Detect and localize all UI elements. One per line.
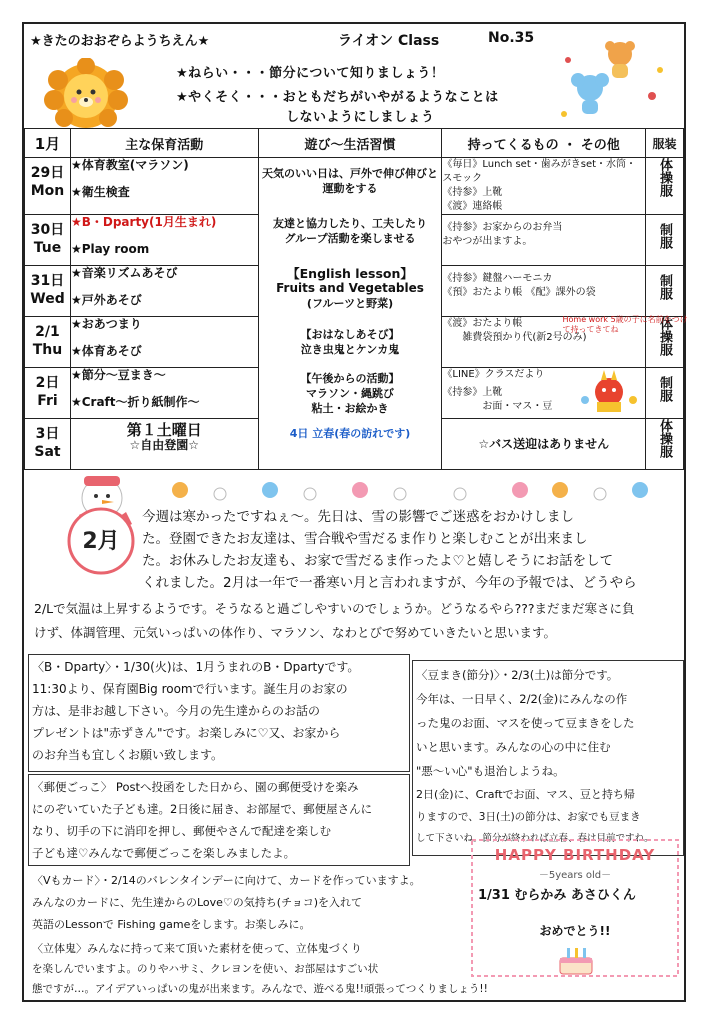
bring-cell [442, 419, 646, 470]
letter-line: くれました。2月は一年で一番寒い月と言われますが、今年の予報では、どうやら [142, 575, 637, 591]
letter-line: けず、体調管理、元気いっぱいの体作り、マラソン、なわとびで努めていきたいと思います。 [34, 625, 557, 640]
play-text: グループ活動を楽しませる [284, 232, 416, 245]
activity-cell [70, 158, 258, 215]
oni-demon-illustration [579, 370, 639, 414]
date: 29日 [30, 165, 65, 181]
bdparty-line: 11:30より、保育園Big roomで行います。誕生月のお家の [32, 682, 348, 696]
mamemaki-line: 今年は、一日早く、2/2(金)にみんなの作 [416, 692, 628, 706]
activity: ★Craft～折り紙制作～ [70, 395, 200, 409]
letter-line: 2/Lで気温は上昇するようです。そうなると過ごしやすいのでしょうか。どうなるやら???まだまだ寒さに負 [34, 601, 635, 616]
month-badge: 2月 [82, 529, 120, 554]
clothing: 体操服 [657, 317, 673, 356]
story-title: 【おはなしあそび】 [300, 328, 400, 341]
weekday: Fri [37, 393, 58, 409]
day-cell [25, 317, 71, 368]
activity: 第１土曜日 [126, 421, 202, 439]
birthday-card [470, 838, 680, 988]
clothing: 制服 [657, 274, 673, 300]
lion-illustration [44, 58, 128, 130]
bring-header: 持ってくるもの ・ その他 [442, 129, 646, 158]
day-cell [25, 266, 71, 317]
letter-line: た。お休みしたお友達も、お家で雪だるま作ったよ♡と嬉しそうにお話をして [142, 553, 614, 569]
activity: ☆自由登園☆ [129, 438, 200, 452]
mamemaki-line: った鬼のお面、マスを使って豆まきをした [416, 716, 635, 730]
risshun-note: 4日 立春(春の訪れです) [289, 427, 411, 440]
afternoon-title: 【午後からの活動】 [300, 372, 400, 385]
bdparty-line: 〈B・Dparty〉・1/30(火)は、1月うまれのB・Dpartyです。 [32, 660, 360, 674]
activity-cell [70, 419, 258, 470]
clothing-cell [646, 266, 684, 317]
bring-item: お面・マス・豆 [482, 401, 553, 412]
date: 31日 [30, 273, 65, 289]
bring-item: 雑費袋預かり代(新2号のみ) [462, 332, 587, 343]
mamemaki-line: 2日(金)に、Craftでお面、マス、豆と持ち帰 [416, 788, 635, 801]
letter-line: た。登園できたお友達は、雪合戦や雪だるま作りと楽しむことが出来まし [142, 531, 588, 547]
clothing-cell [646, 215, 684, 266]
weekday: Tue [33, 240, 62, 256]
bring-item: 《持参》鍵盤ハーモニカ [442, 273, 553, 284]
bring-item: おやつが出ますよ。 [442, 236, 533, 247]
activity: ★音楽リズムあそび [70, 266, 178, 280]
weekly-schedule-table [24, 128, 688, 470]
yubin-line: 〈郵便ごっこ〉 Postへ投函をした日から、園の郵便受けを楽み [32, 780, 359, 794]
english-lesson-note: (フルーツと野菜) [306, 297, 394, 310]
mamemaki-line: "悪～い心"も退治しようね。 [416, 764, 565, 778]
activity-cell [70, 368, 258, 419]
play-text: 友達と協力したり、工夫したり [273, 217, 428, 230]
activity: ★Play room [70, 242, 150, 256]
mamemaki-line: して下さいね。節分が終われば立春、春は目前ですね。 [416, 833, 654, 844]
weekday: Mon [30, 183, 65, 199]
english-lesson-topic: Fruits and Vegetables [276, 281, 424, 295]
weekday: Sat [34, 444, 61, 460]
play-text: 運動をする [322, 182, 378, 195]
day-cell [25, 215, 71, 266]
weekday: Wed [30, 291, 65, 307]
story-name: 泣き虫鬼とケンカ鬼 [300, 343, 400, 356]
date: 3日 [35, 426, 60, 442]
animal-bunting-decoration [140, 476, 680, 506]
class-name: ライオン Class [338, 33, 440, 49]
bring-item: ☆バス送迎はありません [478, 437, 610, 451]
bring-item: 《渡》おたより帳 [442, 318, 523, 329]
bring-item: 《LINE》クラスだより [442, 369, 545, 380]
activity: ★おあつまり [70, 317, 142, 331]
school-name: ★きたのおおぞらようちえん★ [30, 34, 210, 49]
date: 30日 [30, 222, 65, 238]
month-header: 1月 [25, 129, 71, 158]
activity-cell [70, 215, 258, 266]
birthday-cake-icon [554, 942, 598, 976]
day-cell [25, 419, 71, 470]
weekday: Thu [32, 342, 63, 358]
activity: ★衛生検査 [70, 185, 130, 199]
homework-note: Home work 5歳の子に名前をつけて持ってきてね [562, 314, 688, 334]
yubin-line: にのぞいていた子ども達。2日後に届き、お部屋で、郵便屋さんに [32, 802, 373, 816]
activity: ★B・Dparty(1月生まれ) [70, 215, 217, 229]
bring-item: 《預》おたより帳 《配》課外の袋 [442, 287, 596, 298]
birthday-title: HAPPY BIRTHDAY [494, 846, 656, 864]
clothing: 制服 [657, 376, 673, 402]
letter-line: 今週は寒かったですねぇ～。先日は、雪の影響でご迷惑をおかけしまし [142, 509, 574, 525]
play-text: 天気のいい日は、戸外で伸び伸びと [262, 167, 439, 180]
afternoon-text: マラソン・縄跳び [306, 387, 395, 400]
promise-text: ★やくそく・・・おともだちがいやがるようなことは [176, 90, 499, 105]
clothing: 体操服 [657, 158, 673, 197]
english-lesson-title: 【English lesson】 [287, 266, 413, 281]
bring-item: 《持参》上靴 [442, 387, 503, 398]
activity: ★節分～豆まき～ [70, 368, 166, 382]
day-cell [25, 158, 71, 215]
activity: ★体育教室(マラソン) [70, 158, 189, 172]
clothing-cell [646, 158, 684, 215]
valentine-line: 英語のLessonで Fishing gameをします。お楽しみに。 [32, 918, 311, 931]
birthday-age: －5years old－ [538, 870, 612, 881]
birthday-name: 1/31 むらかみ あさひくん [478, 888, 636, 903]
valentine-line: 〈Vもカード〉・2/14のバレンタインデーに向けて、カードを作っていますよ。 [32, 874, 421, 887]
activities-header: 主な保育活動 [70, 129, 258, 158]
valentine-line: みんなのカードに、先生達からのLove♡の気持ち(チョコ)を入れて [32, 896, 363, 909]
bdparty-line: プレゼントは"赤ずきん"です。お楽しみに♡又、お家から [32, 726, 341, 740]
bring-item: 《持参》お家からのお弁当 [442, 222, 563, 233]
yubin-line: なり、切手の下に消印を押し、郵便やさんで配達を楽しむ [32, 824, 331, 838]
bdparty-line: のお弁当も宜しくお願い致します。 [32, 748, 224, 762]
promise-text-2: しないようにしましょう [286, 110, 435, 125]
day-cell [25, 368, 71, 419]
mamemaki-line: りますので、3日(土)の節分は、お家でも豆まき [416, 811, 641, 823]
mamemaki-line: 〈豆まき(節分)〉・2/3(土)は節分です。 [416, 668, 619, 682]
bring-cell [442, 215, 646, 266]
animal-friends-illustration [556, 40, 676, 124]
bring-cell [442, 266, 646, 317]
bring-cell [442, 368, 646, 419]
activity-cell [70, 317, 258, 368]
bdparty-line: 方は、是非お越し下さい。今月の先生達からのお話の [32, 704, 321, 718]
rittai-line: 態ですが…。アイデアいっぱいの鬼が出来ます。みんなで、遊べる鬼!!頑張ってつくりましょう!! [32, 983, 488, 995]
rittai-line: を楽しんでいますよ。のりやハサミ、クレヨンを使い、お部屋はすごい状 [32, 963, 379, 975]
issue-number: No.35 [488, 30, 535, 46]
birthday-congrats: おめでとう!! [539, 924, 611, 938]
activity: ★戸外あそび [70, 293, 142, 307]
clothing-header: 服装 [646, 129, 684, 158]
play-habits-cell [258, 158, 442, 470]
afternoon-text: 粘土・お絵かき [311, 402, 389, 415]
mamemaki-line: いと思います。みんなの心の中に住む [416, 740, 611, 754]
date: 2/1 [35, 324, 60, 340]
bring-item: 《渡》連絡帳 [442, 201, 503, 212]
yubin-line: 子ども達♡みんなで郵便ごっこを楽しみましたよ。 [32, 846, 296, 860]
date: 2日 [35, 375, 60, 391]
clothing: 体操服 [657, 419, 673, 458]
rittai-line: 〈立体鬼〉みんなに持って来て頂いた素材を使って、立体鬼づくり [32, 942, 362, 955]
bring-item: 《毎日》Lunch set・歯みがきset・水筒・スモック [442, 159, 637, 184]
aim-text: ★ねらい・・・節分について知りましょう！ [176, 66, 445, 81]
bring-item: 《持参》上靴 [442, 187, 503, 198]
activity-cell [70, 266, 258, 317]
clothing-cell [646, 419, 684, 470]
clothing-cell [646, 368, 684, 419]
clothing: 制服 [657, 223, 673, 249]
play-header: 遊び～生活習慣 [258, 129, 442, 158]
activity: ★体育あそび [70, 344, 142, 358]
